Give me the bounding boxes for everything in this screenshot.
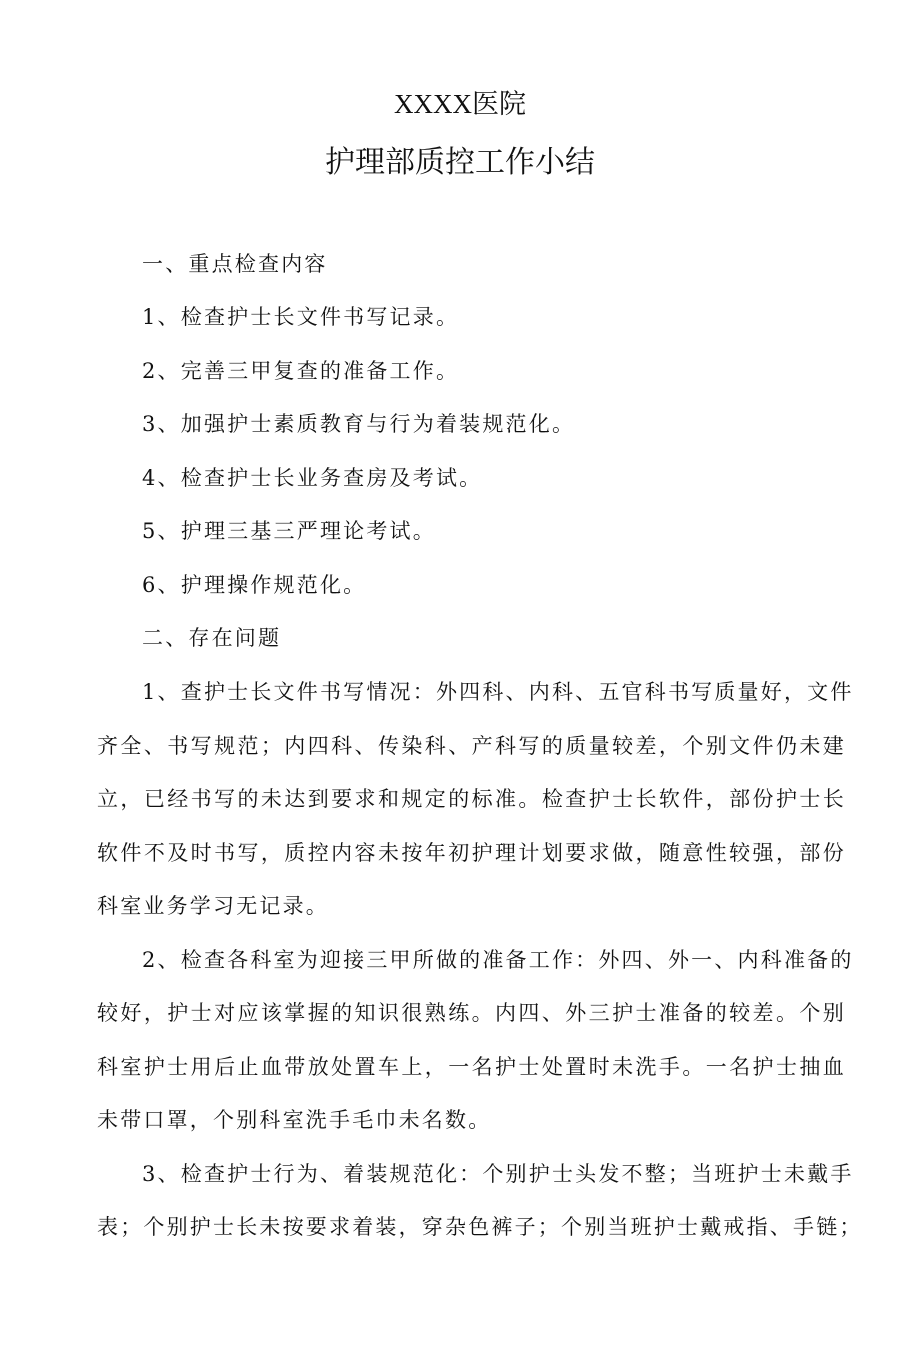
list-item: 2、完善三甲复查的准备工作。 <box>142 359 460 383</box>
paragraph-line: 2、检查各科室为迎接三甲所做的准备工作：外四、外一、内科准备的 <box>142 948 854 972</box>
list-item: 5、护理三基三严理论考试。 <box>142 519 436 543</box>
paragraph-line: 软件不及时书写，质控内容未按年初护理计划要求做，随意性较强，部份 <box>97 841 846 865</box>
paragraph-line: 未带口罩，个别科室洗手毛巾未名数。 <box>97 1108 492 1132</box>
paragraph-line: 3、检查护士行为、着装规范化：个别护士头发不整；当班护士未戴手 <box>142 1162 854 1186</box>
paragraph-line: 科室业务学习无记录。 <box>97 894 329 918</box>
list-item: 3、加强护士素质教育与行为着装规范化。 <box>142 412 576 436</box>
hospital-name: XXXX医院 <box>394 89 526 119</box>
paragraph-line: 科室护士用后止血带放处置车上，一名护士处置时未洗手。一名护士抽血 <box>97 1055 846 1079</box>
list-item: 4、检查护士长业务查房及考试。 <box>142 466 483 490</box>
list-item: 1、检查护士长文件书写记录。 <box>142 305 460 329</box>
section-heading: 一、重点检查内容 <box>142 252 328 276</box>
list-item: 6、护理操作规范化。 <box>142 573 367 597</box>
paragraph-line: 较好，护士对应该掌握的知识很熟练。内四、外三护士准备的较差。个别 <box>97 1001 846 1025</box>
paragraph-line: 齐全、书写规范；内四科、传染科、产科写的质量较差，个别文件仍未建 <box>97 734 846 758</box>
section-heading: 二、存在问题 <box>142 626 282 650</box>
document-title: 护理部质控工作小结 <box>325 145 595 180</box>
paragraph-line: 表；个别护士长未按要求着装，穿杂色裤子；个别当班护士戴戒指、手链； <box>97 1215 863 1239</box>
paragraph-line: 立，已经书写的未达到要求和规定的标准。检查护士长软件，部份护士长 <box>97 787 846 811</box>
paragraph-line: 1、查护士长文件书写情况：外四科、内科、五官科书写质量好，文件 <box>142 680 854 704</box>
